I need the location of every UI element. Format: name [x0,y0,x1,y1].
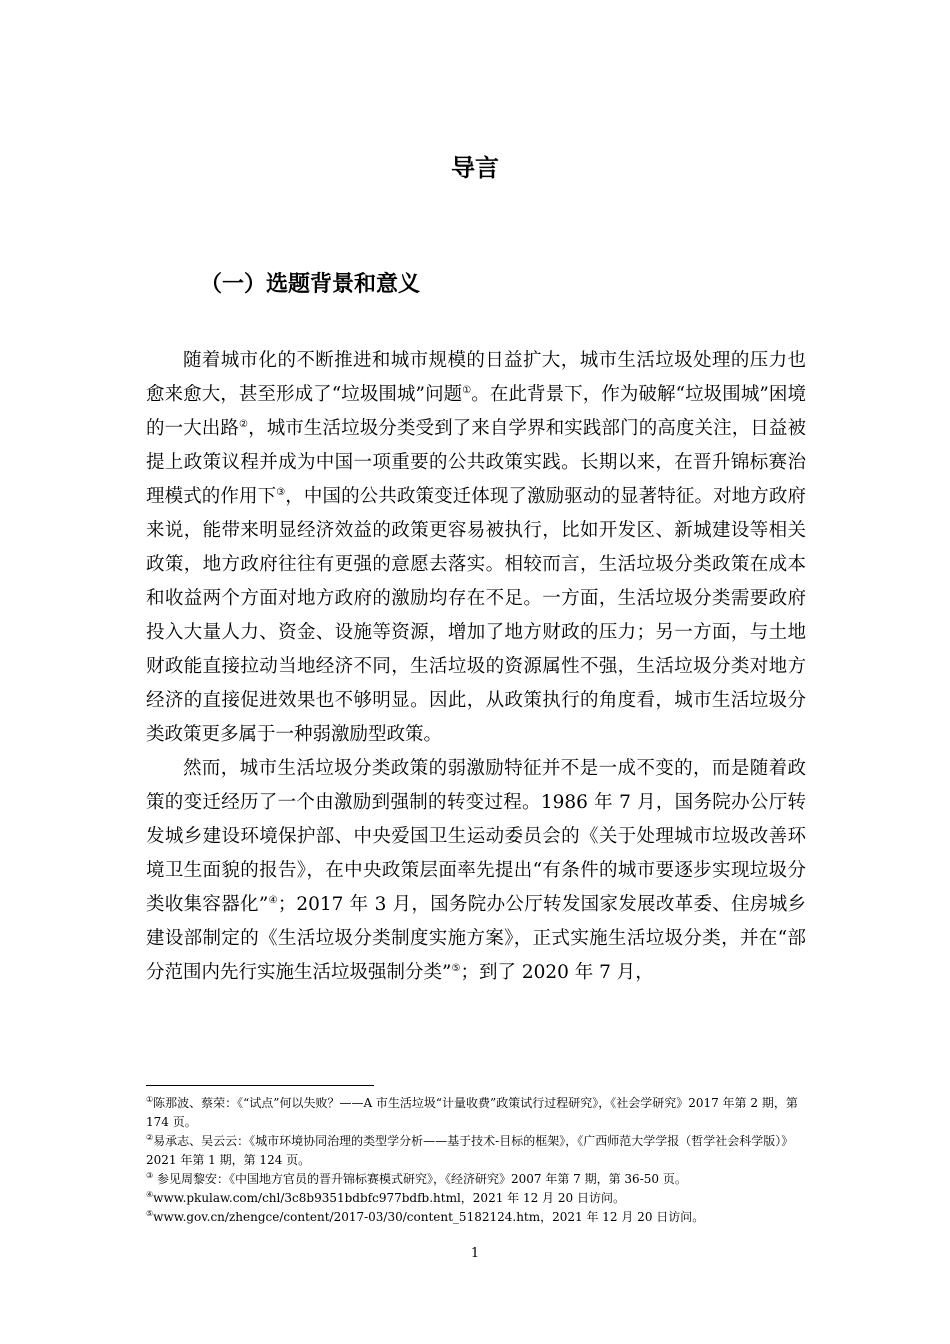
footnotes [146,1094,806,1227]
footnote-mark: ③ [146,1171,154,1180]
footnote-text[interactable]: www.gov.cn/zhengce/content/2017-03/30/content_5182124.htm，2021 年 12 月 20 日访问。 [153,1210,705,1224]
footnote-text: 易承志、吴云云：《城市环境协同治理的类型学分析——基于技术-目标的框架》，《广西师范大学学报（哲学社会科学版）》2021 年第 1 期，第 124 页。 [146,1134,794,1167]
footnote-mark: ⑤ [146,1209,154,1218]
footnote-mark: ① [146,1095,154,1104]
body-text [146,344,806,990]
footnote-ref-4[interactable]: ④ [268,894,278,906]
paragraph-text: ；2017 年 3 月，国务院办公厅转发国家发展改革委、住房城乡建设部制定的《生活垃圾分类制度实施方案》，正式实施生活垃圾分类，并在“部分范围内先行实施生活垃圾强制分类” [146,894,806,983]
paragraph-text: ；到了 2020 年 7 月， [460,962,654,983]
footnote-ref-1[interactable]: ① [462,384,472,396]
footnote-3 [146,1170,806,1189]
footnote-mark: ② [146,1133,154,1142]
footnote-ref-2[interactable]: ② [239,418,249,430]
footnote-text[interactable]: www.pkulaw.com/chl/3c8b9351bdbfc977bdfb.html，2021 年 12 月 20 日访问。 [153,1191,625,1205]
paragraph-2 [146,752,806,990]
footnote-1 [146,1094,806,1132]
footnote-text: 陈那波、蔡荣：《“试点”何以失败？——A 市生活垃圾“计量收费”政策试行过程研究》，《社会学研究》2017 年第 2 期，第 174 页。 [146,1096,798,1129]
footnote-divider [146,1085,374,1086]
page-title: 导言 [451,154,499,182]
footnote-4 [146,1189,806,1208]
footnote-ref-3[interactable]: ③ [276,486,286,498]
page-number: 1 [470,1246,480,1261]
paragraph-1 [146,344,806,752]
section-heading: （一）选题背景和意义 [200,272,421,297]
footnote-ref-5[interactable]: ⑤ [451,962,461,974]
footnote-mark: ④ [146,1190,154,1199]
paragraph-text: 。在此背景下，作为破解“垃圾围城”困境的一大出路 [146,384,807,439]
footnote-5 [146,1208,806,1227]
footnote-text: 参见周黎安：《中国地方官员的晋升锦标赛模式研究》，《经济研究》2007 年第 7 期，第 36-50 页。 [153,1172,687,1186]
footnote-2 [146,1132,806,1170]
paragraph-text: ，城市生活垃圾分类受到了来自学界和实践部门的高度关注，日益被提上政策议程并成为中国一项重要的公共政策实践。长期以来，在晋升锦标赛治理模式的作用下 [146,418,806,507]
paragraph-text: 随着城市化的不断推进和城市规模的日益扩大，城市生活垃圾处理的压力也愈来愈大，甚至形成了“垃圾围城”问题 [146,350,806,405]
paragraph-text: 然而，城市生活垃圾分类政策的弱激励特征并不是一成不变的，而是随着政策的变迁经历了一个由激励到强制的转变过程。1986 年 7 月，国务院办公厅转发城乡建设环境保护部、中央爱国卫生运动委员会的《关于处理城市垃圾改善环境卫生面貌的报告》，在中央政策层面率先提出“有条件的城市要逐步实现垃圾分类收集容器化” [146,758,806,915]
paragraph-text: ，中国的公共政策变迁体现了激励驱动的显著特征。对地方政府来说，能带来明显经济效益的政策更容易被执行，比如开发区、新城建设等相关政策，地方政府往往有更强的意愿去落实。相较而言，生活垃圾分类政策在成本和收益两个方面对地方政府的激励均存在不足。一方面，生活垃圾分类需要政府投入大量人力、资金、设施等资源，增加了地方财政的压力；另一方面，与土地财政能直接拉动当地经济不同，生活垃圾的资源属性不强，生活垃圾分类对地方经济的直接促进效果也不够明显。因此，从政策执行的角度看，城市生活垃圾分类政策更多属于一种弱激励型政策。 [146,486,806,745]
